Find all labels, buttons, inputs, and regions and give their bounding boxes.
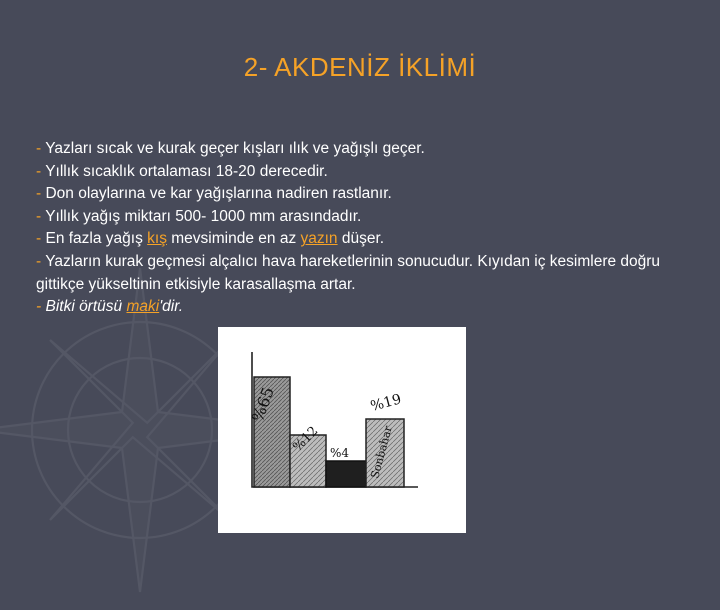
- bullet-line: [36, 228, 686, 251]
- sketch-label-4: %4: [330, 446, 350, 460]
- bullet-dash: -: [36, 252, 42, 270]
- bullet-line: [36, 161, 686, 184]
- bullet-line: [36, 183, 686, 206]
- bullet-dash: -: [36, 230, 42, 248]
- bullet-text: Yazların kurak geçmesi alçalıcı hava hareketlerinin sonucudur. Kıyıdan iç kesimlere doğru gittikçe yükseltinin etkisiyle karasallaşma artar.: [36, 252, 661, 293]
- bullet-line: [36, 206, 686, 229]
- highlight-kis: kış: [147, 230, 167, 248]
- bullet-text: Bitki örtüsü: [41, 298, 127, 316]
- bullet-text: Yıllık yağış miktarı 500- 1000 mm arasındadır.: [41, 207, 362, 225]
- hand-drawn-precipitation-sketch: [218, 327, 466, 533]
- slide-body: [36, 138, 686, 319]
- bullet-line: [36, 296, 686, 319]
- bullet-dash: -: [36, 207, 42, 225]
- sketch-bar-summer: [326, 461, 366, 487]
- sketch-label-sonbahar: Sonbahar: [368, 424, 395, 480]
- bullet-text: Don olaylarına ve kar yağışlarına nadiren rastlanır.: [41, 185, 392, 203]
- slide-title: 2- AKDENİZ İKLİMİ: [243, 52, 477, 82]
- bullet-text: mevsiminde en az: [166, 230, 301, 248]
- bullet-dash: -: [36, 298, 42, 316]
- sketch-drawing: [218, 327, 466, 533]
- sketch-label-12: %12: [290, 423, 322, 455]
- bullet-dash: -: [36, 185, 42, 203]
- bullet-dash: -: [36, 140, 42, 157]
- bullet-text: En fazla yağış: [41, 230, 148, 248]
- bullet-line: [36, 138, 686, 161]
- bullet-text: 'dir.: [159, 298, 184, 316]
- highlight-maki: maki: [126, 298, 160, 316]
- bullet-text: Yıllık sıcaklık ortalaması 18-20 derecedir.: [41, 162, 328, 180]
- sketch-label-19: %19: [368, 391, 404, 415]
- bullet-line: [36, 251, 686, 296]
- sketch-label-65: %65: [247, 384, 278, 425]
- bullet-text: Yazları sıcak ve kurak geçer kışları ılık ve yağışlı geçer.: [41, 140, 425, 157]
- bullet-text: düşer.: [337, 230, 385, 248]
- bullet-dash: -: [36, 162, 42, 180]
- highlight-yazin: yazın: [300, 230, 338, 248]
